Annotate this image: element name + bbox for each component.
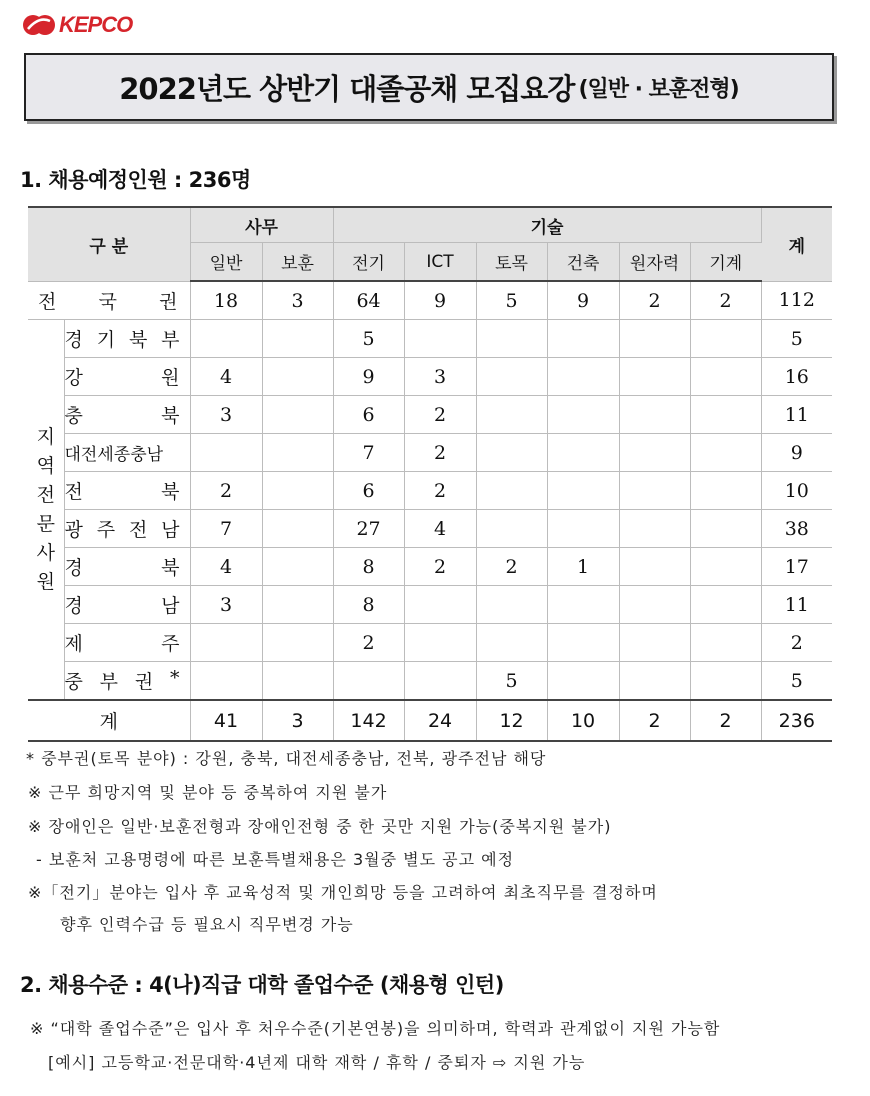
table-cell: 8 [333,586,404,624]
note-line: - 보훈처 고용명령에 따른 보훈특별채용은 3월중 별도 공고 예정 [36,850,515,869]
region-char: 부 [161,329,180,351]
table-cell [476,586,547,624]
table-row [28,434,832,472]
table-cell: 27 [333,510,404,548]
table-cell: 10 [761,472,832,510]
table-cell: 2 [404,548,476,586]
region-char: 경 [64,329,83,351]
table-cell: 24 [404,700,476,741]
table-row [28,662,832,701]
table-cell [404,586,476,624]
table-row [28,320,832,358]
table-cell: 3 [190,586,262,624]
table-cell: 5 [476,662,547,701]
table-cell: 5 [761,662,832,701]
region-char: 강 [64,367,83,389]
table-cell [404,320,476,358]
table-cell [690,358,761,396]
regional-group-label [28,320,64,701]
table-cell [190,320,262,358]
region-label [64,358,190,396]
table-row [28,472,832,510]
table-cell [690,662,761,701]
header-col: 토목 [476,243,547,282]
table-cell [262,396,333,434]
region-char: 북 [161,405,180,427]
table-header-row-1 [28,207,832,243]
table-cell [476,434,547,472]
table-cell [690,472,761,510]
region-char: 북 [161,481,180,503]
table-cell: 2 [404,396,476,434]
page-title: 2022년도 상반기 대졸공채 모집요강 [119,71,575,106]
page-subtitle: (일반 · 보훈전형) [578,76,739,102]
table-cell: 11 [761,586,832,624]
region-char: 국 [98,290,117,313]
table-cell: 3 [190,396,262,434]
region-char: 경 [64,557,83,579]
table-cell: 64 [333,281,404,320]
table-cell [619,510,690,548]
table-cell: 5 [761,320,832,358]
table-cell [690,548,761,586]
table-cell [547,472,619,510]
table-cell [190,662,262,701]
region-label [64,586,190,624]
table-cell: 2 [190,472,262,510]
region-char: 북 [161,557,180,579]
kepco-logo-icon [22,14,56,36]
header-tech: 기술 [333,207,761,243]
region-char: 부 [99,671,119,693]
table-row [28,510,832,548]
table-cell: 9 [761,434,832,472]
note-line: ※ 근무 희망지역 및 분야 등 중복하여 지원 불가 [28,783,388,802]
table-cell [476,358,547,396]
table-cell [262,472,333,510]
table-row [28,358,832,396]
table-cell: 3 [262,281,333,320]
table-cell [333,662,404,701]
region-label [64,396,190,434]
section-1-heading: 1. 채용예정인원 : 236명 [20,168,251,192]
table-cell: 2 [690,281,761,320]
table-cell [547,358,619,396]
table-cell [262,624,333,662]
region-char: 주 [96,519,116,541]
table-cell: 2 [761,624,832,662]
region-char: 남 [161,519,180,541]
table-cell: 4 [190,358,262,396]
table-cell [262,662,333,701]
table-cell: 38 [761,510,832,548]
table-cell: 5 [476,281,547,320]
table-cell: 6 [333,396,404,434]
table-cell [547,586,619,624]
table-cell [262,434,333,472]
table-cell: 2 [690,700,761,741]
header-col: ICT [404,243,476,282]
recruitment-table [28,206,832,742]
table-cell: 12 [476,700,547,741]
table-cell: 236 [761,700,832,741]
table-cell: 112 [761,281,832,320]
table-cell: 2 [404,472,476,510]
region-char: 권 [134,671,154,693]
table-cell: 4 [404,510,476,548]
table-cell: 5 [333,320,404,358]
region-char: * [170,667,180,689]
section-2-heading: 2. 채용수준 : 4(나)직급 대학 졸업수준 (채용형 인턴) [20,973,504,997]
table-cell: 6 [333,472,404,510]
group-char: 전 [36,483,55,506]
table-cell [619,624,690,662]
logo-text: KEPCO [59,12,133,37]
table-row [28,396,832,434]
table-cell [547,320,619,358]
table-cell [547,662,619,701]
table-row [28,586,832,624]
table-cell [690,586,761,624]
region-char: 충 [64,405,83,427]
note-line: ※ “대학 졸업수준”은 입사 후 처우수준(기본연봉)을 의미하며, 학력과 관계없이 지원 가능함 [30,1019,721,1038]
table-row [28,624,832,662]
table-cell: 2 [476,548,547,586]
row-label-nation [28,281,190,320]
region-char: 제 [64,633,83,655]
region-char: 중 [64,671,83,693]
region-label [64,624,190,662]
title-box [24,53,834,121]
note-line: ※ 장애인은 일반·보훈전형과 장애인전형 중 한 곳만 지원 가능(중복지원 불가) [28,817,612,836]
row-label-total: 계 [28,700,190,741]
table-cell: 2 [619,281,690,320]
region-label [64,662,190,701]
table-cell: 2 [619,700,690,741]
region-label [64,320,190,358]
table-cell [690,434,761,472]
table-cell [476,396,547,434]
table-cell [619,548,690,586]
table-cell: 17 [761,548,832,586]
table-cell [476,624,547,662]
header-col: 기계 [690,243,761,282]
table-cell [262,320,333,358]
group-char: 사 [36,541,55,564]
table-cell [619,472,690,510]
header-col: 보훈 [262,243,333,282]
table-cell [476,510,547,548]
region-label [64,510,190,548]
region-char: 기 [96,329,116,351]
table-cell: 3 [262,700,333,741]
group-char: 역 [36,454,55,477]
header-col: 전기 [333,243,404,282]
region-char: 주 [161,633,180,655]
region-label [64,472,190,510]
table-cell [619,396,690,434]
table-cell [547,396,619,434]
table-cell [262,358,333,396]
table-cell: 1 [547,548,619,586]
region-char: 원 [161,367,180,389]
note-line: * 중부권(토목 분야) : 강원, 충북, 대전세종충남, 전북, 광주전남 해당 [26,749,547,768]
table-cell [190,624,262,662]
table-cell: 11 [761,396,832,434]
note-line: 향후 인력수급 등 필요시 직무변경 가능 [60,915,354,934]
table-cell [547,434,619,472]
table-cell [404,662,476,701]
region-label [64,434,190,472]
header-col: 일반 [190,243,262,282]
region-char: 전 [38,290,57,313]
table-cell [690,396,761,434]
table-cell [262,586,333,624]
table-cell [262,548,333,586]
region-char: 광 [64,519,83,541]
table-cell [190,434,262,472]
header-col: 건축 [547,243,619,282]
table-cell: 4 [190,548,262,586]
region-char: 남 [161,595,180,617]
table-cell [547,510,619,548]
table-row-total [28,700,832,741]
table-cell [690,320,761,358]
table-cell: 9 [547,281,619,320]
header-total: 계 [761,207,832,281]
table-cell: 16 [761,358,832,396]
table-cell: 142 [333,700,404,741]
table-cell [476,472,547,510]
kepco-logo [22,10,132,40]
table-cell: 41 [190,700,262,741]
table-cell: 7 [190,510,262,548]
region-char: 대전세종충남 [64,445,164,465]
table-cell [619,320,690,358]
table-cell [690,624,761,662]
table-cell [476,320,547,358]
table-cell [619,586,690,624]
header-col: 원자력 [619,243,690,282]
table-cell: 2 [404,434,476,472]
region-label [64,548,190,586]
table-cell [619,358,690,396]
region-char: 경 [64,595,83,617]
table-cell [690,510,761,548]
group-char: 지 [36,425,55,448]
note-line: ※「전기」분야는 입사 후 교육성적 및 개인희망 등을 고려하여 최초직무를 결정하며 [28,883,658,902]
table-cell: 2 [333,624,404,662]
header-category: 구 분 [28,207,190,281]
table-cell: 9 [333,358,404,396]
header-office: 사무 [190,207,333,243]
table-cell [262,510,333,548]
table-cell: 9 [404,281,476,320]
note-line: [예시] 고등학교·전문대학·4년제 대학 재학 / 휴학 / 중퇴자 ⇨ 지원 가능 [48,1053,586,1072]
table-cell: 8 [333,548,404,586]
table-cell [619,662,690,701]
group-char: 원 [36,570,55,593]
table-cell: 10 [547,700,619,741]
table-row [28,548,832,586]
table-cell: 18 [190,281,262,320]
table-cell: 7 [333,434,404,472]
table-cell: 3 [404,358,476,396]
table-cell [619,434,690,472]
table-cell [404,624,476,662]
table-row-nation [28,281,832,320]
table-cell [547,624,619,662]
group-char: 문 [36,512,55,535]
region-char: 전 [64,481,83,503]
region-char: 권 [159,290,178,313]
region-char: 전 [128,519,148,541]
region-char: 북 [128,329,148,351]
